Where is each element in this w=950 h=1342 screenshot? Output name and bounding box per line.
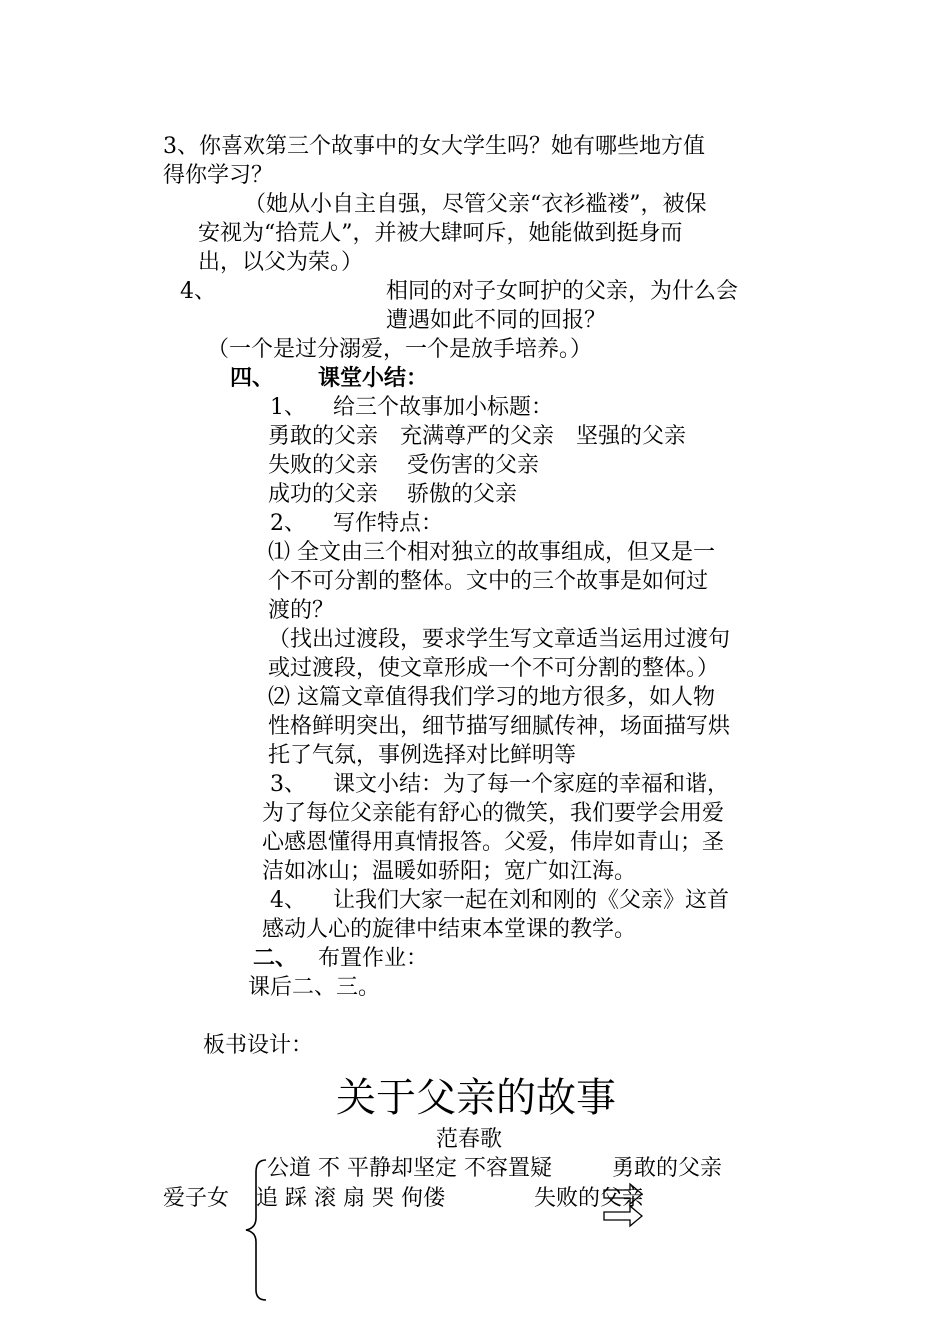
feature2-line: 托了气氛，事例选择对比鲜明等 bbox=[268, 743, 577, 768]
summary-item3-line: 课文小结：为了每一个家庭的幸福和谐， bbox=[333, 772, 730, 797]
feature1-answer-line: 或过渡段，使文章形成一个不可分割的整体。） bbox=[268, 656, 720, 681]
q3-line-2: 得你学习？ bbox=[163, 163, 274, 188]
homework-section-number: 二、 bbox=[253, 945, 298, 971]
summary-item2-number: 2、 bbox=[270, 511, 306, 536]
q3-answer-line-1: （她从小自主自强，尽管父亲“衣衫褴褛”，被保 bbox=[244, 192, 707, 217]
summary-item2-text: 写作特点： bbox=[333, 511, 444, 536]
summary-item3-line: 心感恩懂得用真情报答。父爱，伟岸如青山；圣 bbox=[262, 830, 725, 855]
subtitle-line: 成功的父亲 骄傲的父亲 bbox=[268, 482, 517, 507]
q3-line-1: 3、你喜欢第三个故事中的女大学生吗？她有哪些地方值 bbox=[163, 134, 705, 159]
subtitle-line: 失败的父亲 受伤害的父亲 bbox=[268, 453, 539, 478]
summary-item1-number: 1、 bbox=[270, 395, 306, 420]
feature1-line: 渡的？ bbox=[268, 598, 335, 623]
summary-item4-line: 感动人心的旋律中结束本堂课的教学。 bbox=[262, 917, 637, 942]
board-left-label: 爱子女 bbox=[163, 1186, 230, 1211]
summary-item3-number: 3、 bbox=[270, 772, 306, 797]
q4-number: 4、 bbox=[180, 279, 216, 304]
summary-section-number: 四、 bbox=[230, 365, 275, 391]
feature1-line: ⑴ 全文由三个相对独立的故事组成，但又是一 bbox=[268, 540, 715, 565]
board-row1-keywords: 公道 不 平静却坚定 不容置疑 bbox=[267, 1156, 552, 1181]
feature2-line: ⑵ 这篇文章值得我们学习的地方很多，如人物 bbox=[268, 685, 715, 710]
board-author: 范春歌 bbox=[436, 1127, 503, 1152]
feature1-answer-line: （找出过渡段，要求学生写文章适当运用过渡句 bbox=[268, 627, 731, 652]
q3-answer-line-2: 安视为“拾荒人”，并被大肆呵斥，她能做到挺身而 bbox=[198, 221, 683, 246]
feature1-line: 个不可分割的整体。文中的三个故事是如何过 bbox=[268, 569, 709, 594]
feature2-line: 性格鲜明突出，细节描写细腻传神，场面描写烘 bbox=[268, 714, 731, 739]
board-row2-keywords: 追 踩 滚 扇 哭 佝偻 bbox=[256, 1186, 445, 1211]
arrow-right-icon bbox=[604, 1206, 642, 1226]
subtitle-line: 勇敢的父亲 充满尊严的父亲 坚强的父亲 bbox=[268, 424, 687, 449]
arrow-right-icon bbox=[604, 1184, 642, 1204]
summary-item3-line: 为了每位父亲能有舒心的微笑，我们要学会用爱 bbox=[262, 801, 725, 826]
summary-item4-number: 4、 bbox=[270, 888, 306, 913]
summary-item1-text: 给三个故事加小标题： bbox=[333, 395, 554, 420]
homework-heading: 布置作业： bbox=[318, 946, 429, 971]
q4-answer: （一个是过分溺爱，一个是放手培养。） bbox=[207, 337, 593, 362]
summary-item4-line: 让我们大家一起在刘和刚的《父亲》这首 bbox=[333, 888, 730, 913]
summary-section-heading: 课堂小结： bbox=[318, 365, 429, 391]
board-label: 板书设计： bbox=[203, 1033, 314, 1058]
homework-text: 课后二、三。 bbox=[248, 975, 381, 1000]
curly-brace bbox=[246, 1160, 266, 1300]
board-title: 关于父亲的故事 bbox=[336, 1075, 616, 1121]
board-row2-title: 失败的父亲 bbox=[534, 1186, 645, 1211]
summary-item3-line: 洁如冰山；温暖如骄阳；宽广如江海。 bbox=[262, 859, 637, 884]
q4-line-1: 相同的对子女呵护的父亲，为什么会 bbox=[386, 279, 739, 304]
q3-answer-line-3: 出，以父为荣。） bbox=[198, 250, 364, 275]
board-row1-title: 勇敢的父亲 bbox=[612, 1156, 723, 1181]
q4-line-2: 遭遇如此不同的回报？ bbox=[386, 308, 607, 333]
